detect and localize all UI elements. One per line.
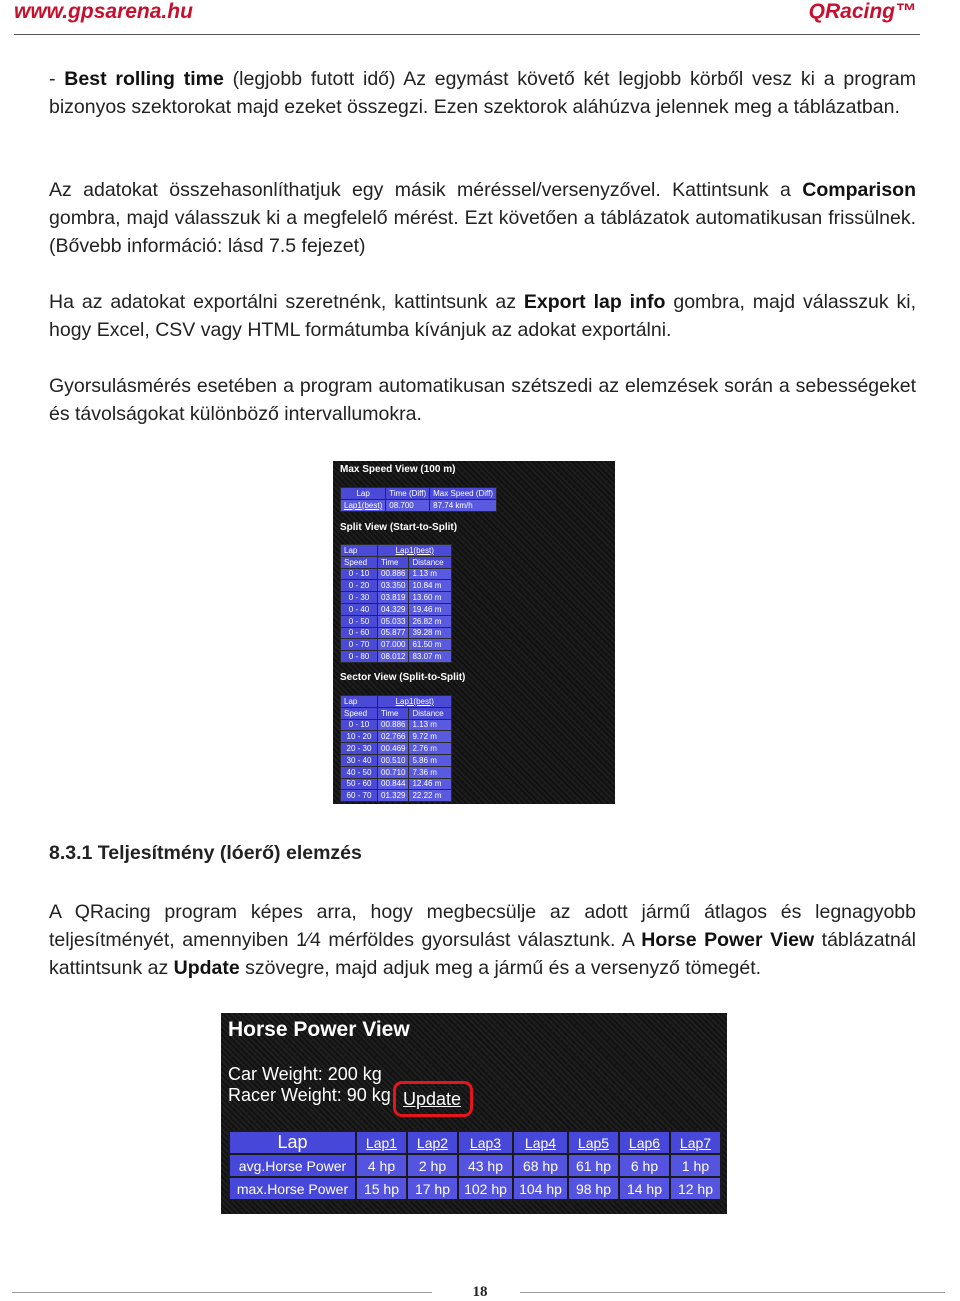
lap-link-6[interactable]: Lap6 [619,1131,670,1154]
cell: 01.329 [378,790,409,802]
cell: 15 hp [356,1177,407,1200]
cell: 6 hp [619,1154,670,1177]
text: gombra, majd válasszuk ki a megfelelő mérést. Ezt követően a táblázatok automatikusan frissülnek. (Bővebb információ: lásd 7.5 fejezet) [49,207,916,257]
horse-power-table [228,1130,722,1201]
cell: 1 hp [670,1154,721,1177]
cell: 03.350 [378,580,409,592]
paragraph-horsepower [49,898,916,982]
cell: 30 - 40 [341,754,378,766]
cell: 00.510 [378,754,409,766]
col-time: Time (Diff) [386,488,430,500]
cell: 26.82 m [409,615,452,627]
lap-link-7[interactable]: Lap7 [670,1131,721,1154]
cell: 60 - 70 [341,790,378,802]
paragraph-export [49,288,916,344]
cell: 20 - 30 [341,743,378,755]
cell: 17 hp [407,1177,458,1200]
term-comparison: Comparison [802,179,916,201]
paragraph-best-rolling: - Best rolling time (legjobb futott idő) Az egymást követő két legjobb körből vesz ki a program bizonyos szektorokat majd ezeket összegzi. Ezen szektorok aláhúzva jelennek meg a táblázatban. [49,68,916,118]
cell: 104 hp [513,1177,568,1200]
car-weight: Car Weight: 200 kg [228,1064,382,1084]
cell: 0 - 80 [341,651,378,663]
sector-view-table [340,695,452,802]
cell: 05.877 [378,627,409,639]
col-speed: Speed [341,707,378,719]
lap-link-3[interactable]: Lap3 [458,1131,513,1154]
lap-link-4[interactable]: Lap4 [513,1131,568,1154]
cell: 14 hp [619,1177,670,1200]
cell: 00.886 [378,568,409,580]
cell: 0 - 30 [341,592,378,604]
text: A QRacing program képes arra, hogy megbecsülje az adott jármű átlagos és legnagyobb teljesítményét, amennyiben 1⁄4 mérföldes gyorsulást választunk. A [49,901,916,951]
term-best-rolling-time: Best rolling time [64,68,224,90]
cell: 43 hp [458,1154,513,1177]
cell: 2 hp [407,1154,458,1177]
col-distance: Distance [409,707,452,719]
max-speed-title: Max Speed View (100 m) [340,464,456,475]
lap-link-2[interactable]: Lap2 [407,1131,458,1154]
cell: 1.13 m [409,719,452,731]
max-speed-table [340,487,497,512]
sector-view-title: Sector View (Split-to-Split) [340,672,466,683]
update-link-highlight[interactable] [393,1081,473,1117]
col-lap: Lap [229,1131,356,1154]
text: szövegre, majd adjuk meg a jármű és a versenyző tömegét. [245,957,762,979]
cell: 10 - 20 [341,731,378,743]
text: Az adatokat összehasonlíthatjuk egy másik méréssel/versenyzővel. Kattintsunk a [49,179,791,201]
cell: 1.13 m [409,568,452,580]
cell: 0 - 70 [341,639,378,651]
cell: 50 - 60 [341,778,378,790]
cell: 00.844 [378,778,409,790]
paragraph-acceleration: Gyorsulásmérés esetében a program automatikusan szétszedi az elemzések során a sebességeket és távolságokat különböző intervallumokra. [49,375,916,425]
text: gombra, majd válasszuk ki, hogy Excel, CSV vagy HTML formátumba kívánjuk az adokat exportálni. [49,291,917,341]
cell: 08.700 [386,499,430,511]
col-speed: Speed [341,556,378,568]
cell: 08.012 [378,651,409,663]
cell: 40 - 50 [341,766,378,778]
header-site: www.gpsarena.hu [14,0,193,23]
cell: 00.886 [378,719,409,731]
cell: 98 hp [568,1177,619,1200]
split-view-table [340,544,452,663]
cell: 12.46 m [409,778,452,790]
row-label-avg: avg.Horse Power [229,1154,356,1177]
text: Ha az adatokat exportálni szeretnénk, kattintsunk az [49,291,516,313]
cell: 12 hp [670,1177,721,1200]
cell: 2.76 m [409,743,452,755]
lap-link[interactable]: Lap1(best) [378,545,452,557]
cell: 39.28 m [409,627,452,639]
cell: 03.819 [378,592,409,604]
update-link[interactable]: Update [403,1089,462,1109]
text: táblázatnál kattintsunk az [49,929,916,979]
horse-power-title: Horse Power View [228,1018,410,1041]
lap-link-1[interactable]: Lap1 [356,1131,407,1154]
cell: 10.84 m [409,580,452,592]
cell: 05.033 [378,615,409,627]
paragraph-comparison [49,176,916,260]
cell: 19.46 m [409,603,452,615]
cell: 02.766 [378,731,409,743]
row-label-max: max.Horse Power [229,1177,356,1200]
col-max-speed: Max Speed (Diff) [430,488,497,500]
racer-weight: Racer Weight: 90 kg [228,1085,391,1105]
cell: 0 - 60 [341,627,378,639]
col-time: Time [378,556,409,568]
col-time: Time [378,707,409,719]
screenshot-speed-views [333,461,615,804]
page-number: 18 [472,1284,488,1300]
cell: 22.22 m [409,790,452,802]
cell: 04.329 [378,603,409,615]
cell: 7.36 m [409,766,452,778]
text: (legjobb futott idő) Az egymást követő két legjobb körből vesz ki a program bizonyos szektorokat majd ezeket összegzi. Ezen szektorok aláhúzva jelennek meg a táblázatban. [49,68,916,118]
cell: 4 hp [356,1154,407,1177]
cell: 00.710 [378,766,409,778]
cell: 0 - 20 [341,580,378,592]
cell: 00.469 [378,743,409,755]
cell: 07.000 [378,639,409,651]
lap-link[interactable]: Lap1(best) [341,499,386,511]
screenshot-horse-power-view [221,1013,727,1214]
lap-label: Lap [341,696,378,708]
term-update: Update [173,957,240,979]
cell: 68 hp [513,1154,568,1177]
section-heading: 8.3.1 Teljesítmény (lóerő) elemzés [49,842,362,864]
cell: 13.60 m [409,592,452,604]
cell: 0 - 40 [341,603,378,615]
lap-link[interactable]: Lap1(best) [378,696,452,708]
cell: 0 - 10 [341,719,378,731]
header-divider [14,34,920,35]
cell: 61 hp [568,1154,619,1177]
cell: 87.74 km/h [430,499,497,511]
lap-link-5[interactable]: Lap5 [568,1131,619,1154]
cell: 61.50 m [409,639,452,651]
header-product: QRacing™ [808,0,916,23]
col-distance: Distance [409,556,452,568]
term-horse-power-view: Horse Power View [641,929,815,951]
term-export-lap-info: Export lap info [523,291,666,313]
col-lap: Lap [341,488,386,500]
cell: 9.72 m [409,731,452,743]
cell: 102 hp [458,1177,513,1200]
lap-label: Lap [341,545,378,557]
cell: 0 - 10 [341,568,378,580]
cell: 0 - 50 [341,615,378,627]
cell: 83.07 m [409,651,452,663]
cell: 5.86 m [409,754,452,766]
split-view-title: Split View (Start-to-Split) [340,522,458,533]
